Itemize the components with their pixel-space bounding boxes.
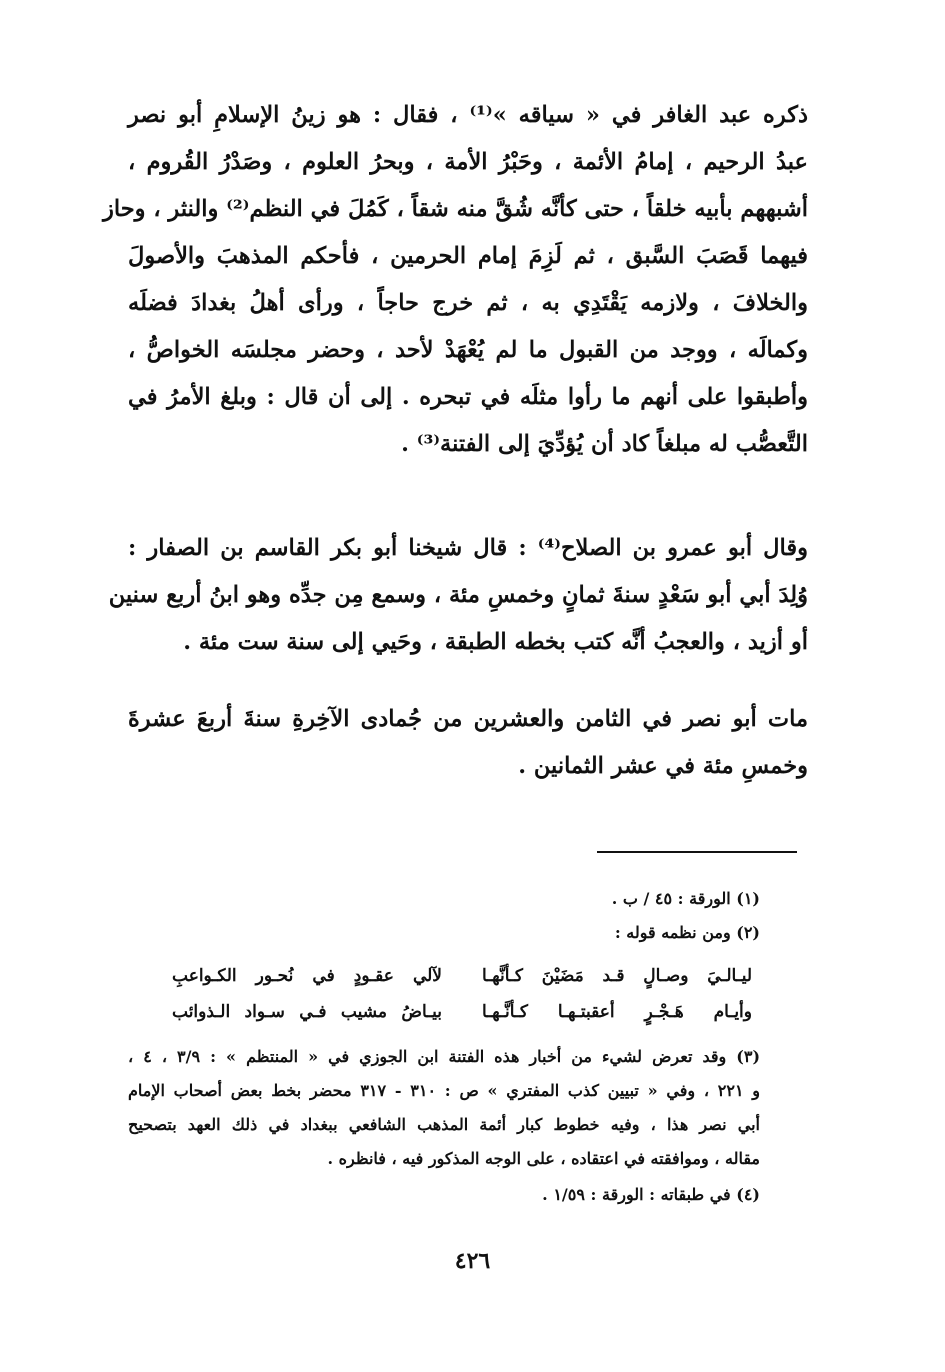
- paragraph-biography: [102, 92, 808, 468]
- footnote-text: (٢) ومن نظمه قوله :: [614, 923, 760, 942]
- footnote-text: (١) الورقة : ٤٥ / ب .: [611, 889, 760, 908]
- footnote-4: [128, 1178, 760, 1212]
- text-line: وقال أبو عمرو بن الصلاح⁽⁴⁾ : قال شيخنا أبو بكر القاسم بن الصفار :: [128, 535, 808, 561]
- paragraph-death: [128, 696, 808, 790]
- footnote-text: مقاله ، وموافقته في اعتقاده ، على الوجه المذكور فيه ، فانظره .: [327, 1149, 760, 1168]
- text-line: أو أزيد ، والعجبُ أنَّه كتب بخطه الطبقة ، وحَيي إلى سنة ست مئة .: [183, 629, 808, 655]
- verse-first-hemistich: وأيـام هَـجْـرٍ أعقبتـهـا كـأنَّـهـا: [482, 1002, 752, 1022]
- verse-second-hemistich: بيـاضُ مشيب فـي سـواد الـذوائب: [172, 1002, 442, 1022]
- footnote-3: [128, 1040, 760, 1176]
- poem-verses: [172, 958, 752, 1030]
- footnote-text: و ٢٢١ ، وفي « تبيين كذب المفتري » ص : ٣١٠ - ٣١٧ محضر بخط بعض أصحاب الإمام: [128, 1081, 761, 1100]
- text-line: وكمالَه ، ووجد من القبول ما لم يُعْهَدْ لأحد ، وحضر مجلسَه الخواصُّ ،: [128, 337, 808, 363]
- footnote-text: (٣) وقد تعرض لشيء من أخبار هذه الفتنة ابن الجوزي في « المنتظم » : ٣/٩ ، ٤ ،: [128, 1047, 761, 1066]
- text-line: وُلِدَ أبي أبو سَعْدٍ سنةَ ثمانٍ وخمسِ مئة ، وسمع مِن جدِّه وهو ابنُ أربع سنين: [108, 582, 808, 608]
- footnote-divider: [597, 851, 797, 853]
- footnote-text: (٤) في طبقاته : الورقة : ١/٥٩ .: [542, 1185, 760, 1204]
- verse-line: [172, 958, 752, 994]
- footnote-2: [128, 916, 760, 950]
- text-line: التَّعصُّب له مبلغاً كاد أن يُؤدِّيَ إلى الفتنة⁽³⁾ .: [401, 431, 808, 457]
- verse-second-hemistich: لآلي عقـودٍ في نُحـور الكـواعبِ: [172, 966, 442, 986]
- text-line: وأطبقوا على أنهم ما رأوا مثلَه في تبحره . إلى أن قال : وبلغ الأمرُ في: [128, 384, 808, 410]
- text-line: مات أبو نصر في الثامن والعشرين من جُمادى الآخِرةِ سنةَ أربعَ عشرةَ: [128, 706, 808, 732]
- text-line: وخمسِ مئة في عشر الثمانين .: [518, 753, 808, 779]
- paragraph-ibn-salah: [108, 525, 808, 666]
- text-line: فيهما قَصَبَ السَّبق ، ثم لَزِمَ إمام الحرمين ، فأحكم المذهبَ والأصولَ: [128, 243, 808, 269]
- text-line: والخلافَ ، ولازمه يَقْتَدِي به ، ثم خرج حاجاً ، ورأى أهلُ بغدادَ فضلَه: [128, 290, 808, 316]
- footnote-text: أبي نصر هذا ، وفيه خطوط كبار أئمة المذهب الشافعي ببغداد في ذلك العهد بتصحيح: [128, 1115, 760, 1134]
- verse-first-hemistich: ليـالـيَ وصـالٍ قـد مَضَيْنَ كـأنَّهـا: [482, 966, 752, 986]
- footnote-1: [128, 882, 760, 916]
- text-line: عبدُ الرحيم ، إمامُ الأئمة ، وحَبْرُ الأمة ، وبحرُ العلوم ، وصَدْرُ القُروم ،: [128, 149, 808, 175]
- text-line: أشبههم بأبيه خلقاً ، حتى كأنَّه شُقَّ منه شقاً ، كَمُلَ في النظم⁽²⁾ والنثر ، وحاز: [102, 196, 808, 222]
- page-number: ٤٢٦: [454, 1248, 491, 1274]
- verse-line: [172, 994, 752, 1030]
- text-line: ذكره عبد الغافر في « سياقه »⁽¹⁾ ، فقال : هو زينُ الإسلامِ أبو نصر: [128, 102, 808, 128]
